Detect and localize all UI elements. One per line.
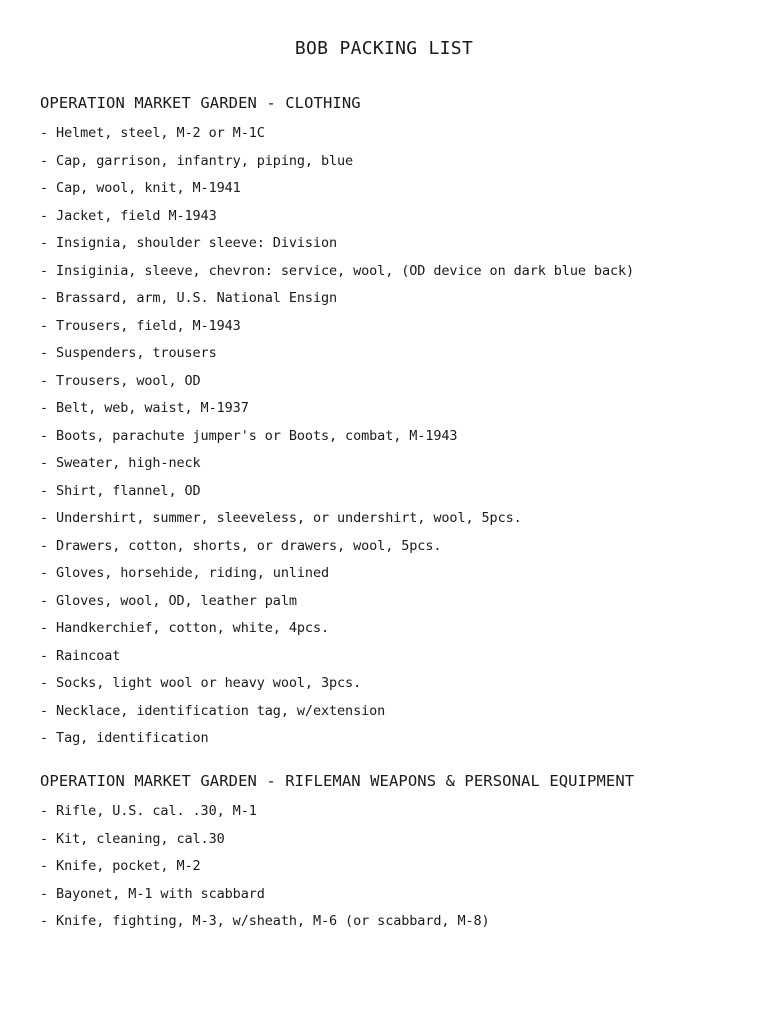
section-weapons-equipment xyxy=(40,770,740,936)
list-item: - Socks, light wool or heavy wool, 3pcs. xyxy=(40,675,362,691)
list-item: - Suspenders, trousers xyxy=(40,345,217,361)
list-item: - Kit, cleaning, cal.30 xyxy=(40,830,225,847)
list-item: - Helmet, steel, M-2 or M-1C xyxy=(40,125,265,141)
list-item: - Jacket, field M-1943 xyxy=(40,207,217,224)
list-item: - Brassard, arm, U.S. National Ensign xyxy=(40,290,338,306)
list-item: - Undershirt, summer, sleeveless, or undershirt, wool, 5pcs. xyxy=(40,510,522,526)
list-item: - Boots, parachute jumper's or Boots, combat, M-1943 xyxy=(40,427,458,444)
section-heading: OPERATION MARKET GARDEN - RIFLEMAN WEAPONS & PERSONAL EQUIPMENT xyxy=(40,772,635,790)
list-item: - Cap, garrison, infantry, piping, blue xyxy=(40,152,354,169)
section-heading: OPERATION MARKET GARDEN - CLOTHING xyxy=(40,94,361,112)
list-item: - Drawers, cotton, shorts, or drawers, wool, 5pcs. xyxy=(40,537,442,554)
list-item: - Belt, web, waist, M-1937 xyxy=(40,400,249,416)
list-item: - Insiginia, sleeve, chevron: service, wool, (OD device on dark blue back) xyxy=(40,262,635,279)
list-item: - Bayonet, M-1 with scabbard xyxy=(40,885,265,902)
document-title: BOB PACKING LIST xyxy=(294,38,474,59)
item-list xyxy=(40,798,740,936)
list-item: - Gloves, horsehide, riding, unlined xyxy=(40,565,329,581)
list-item: - Gloves, wool, OD, leather palm xyxy=(40,592,297,609)
list-item: - Raincoat xyxy=(40,647,121,664)
list-item: - Knife, pocket, M-2 xyxy=(40,858,201,874)
list-item: - Tag, identification xyxy=(40,730,209,746)
list-item: - Shirt, flannel, OD xyxy=(40,482,201,499)
list-item: - Cap, wool, knit, M-1941 xyxy=(40,180,241,196)
list-item: - Necklace, identification tag, w/extension xyxy=(40,702,386,719)
list-item: - Knife, fighting, M-3, w/sheath, M-6 (or scabbard, M-8) xyxy=(40,913,490,929)
item-list xyxy=(40,120,740,753)
list-item: - Rifle, U.S. cal. .30, M-1 xyxy=(40,803,257,819)
list-item: - Trousers, wool, OD xyxy=(40,372,201,389)
list-item: - Handkerchief, cotton, white, 4pcs. xyxy=(40,620,329,636)
section-clothing xyxy=(40,92,740,753)
list-item: - Insignia, shoulder sleeve: Division xyxy=(40,235,338,251)
list-item: - Trousers, field, M-1943 xyxy=(40,317,241,334)
list-item: - Sweater, high-neck xyxy=(40,455,201,471)
